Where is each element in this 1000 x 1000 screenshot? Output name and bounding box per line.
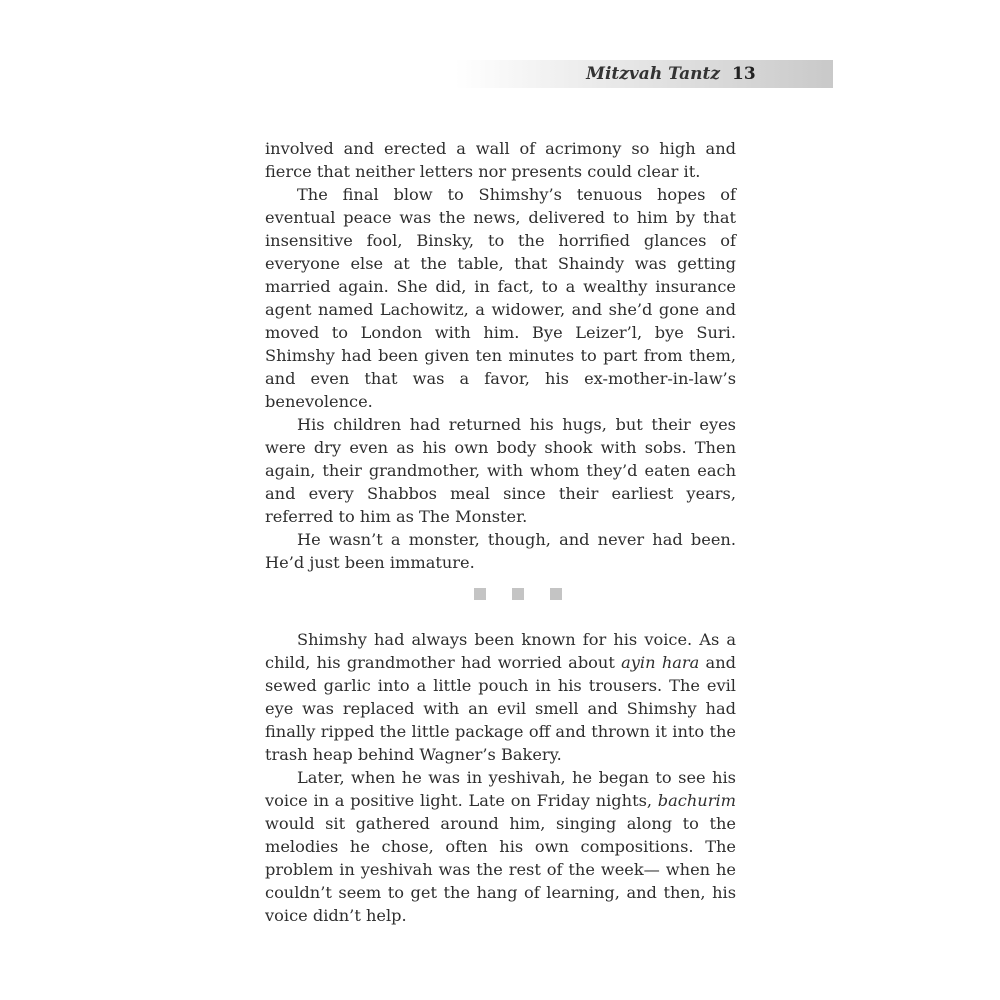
text-section-one bbox=[265, 137, 736, 574]
paragraph: The final blow to Shimshy’s tenuous hopes of eventual peace was the news, delivered to him by that insensitive fool, Binsky, to the horrified glances of everyone else at the table, that Shaindy was getting married again. She did, in fact, to a wealthy insurance agent named Lachowitz, a widower, and she’d gone and moved to London with him. Bye Leizer’l, bye Suri. Shimshy had been given ten minutes to part from them, and even that was a favor, his ex-mother-in-law’s benevolence. bbox=[265, 185, 736, 411]
text-section-two bbox=[265, 628, 736, 927]
book-title: Mitzvah Tantz bbox=[586, 64, 720, 84]
paragraph-text: and sewed garlic into a little pouch in his trousers. The evil eye was replaced with an evil smell and Shimshy had finally ripped the little package off and thrown it into the trash heap behind Wagner’s Bakery. bbox=[265, 653, 736, 764]
paragraph bbox=[265, 766, 736, 927]
paragraph bbox=[265, 628, 736, 766]
ornament-square bbox=[550, 588, 562, 600]
paragraph-continued: involved and erected a wall of acrimony so high and fierce that neither letters nor presents could clear it. bbox=[265, 139, 736, 181]
paragraph-text: would sit gathered around him, singing along to the melodies he chose, often his own compositions. The problem in yeshivah was the rest of the week— when he couldn’t seem to get the hang of learning, and then, his voice didn’t help. bbox=[265, 814, 736, 925]
paragraph-text: Shimshy had always been known for his voice. As a child, his grandmother had worried about bbox=[265, 630, 736, 672]
running-head bbox=[455, 60, 833, 88]
ornament-square bbox=[512, 588, 524, 600]
paragraph: He wasn’t a monster, though, and never had been. He’d just been immature. bbox=[265, 530, 736, 572]
paragraph: His children had returned his hugs, but their eyes were dry even as his own body shook with sobs. Then again, their grandmother, with whom they’d eaten each and every Shabbos meal since their earliest years, referred to him as The Monster. bbox=[265, 415, 736, 526]
italic-term: ayin hara bbox=[621, 653, 700, 672]
ornament-square bbox=[474, 588, 486, 600]
paragraph-text: Later, when he was in yeshivah, he began to see his voice in a positive light. Late on Friday nights, bbox=[265, 768, 736, 810]
italic-term: bachurim bbox=[657, 791, 736, 810]
section-break-ornament bbox=[474, 588, 564, 600]
page-number: 13 bbox=[732, 64, 756, 84]
